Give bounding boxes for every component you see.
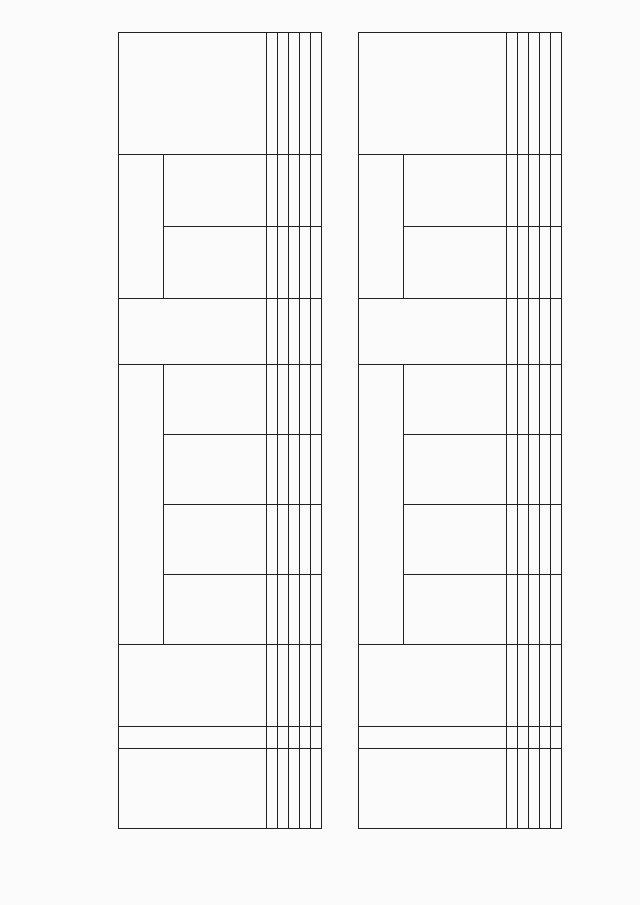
table1-cell[interactable] [289,33,300,155]
table-row [289,33,300,829]
table1-row-3-name[interactable] [300,749,311,829]
table2-cell[interactable] [529,435,540,505]
table1-row-1-code [278,727,289,749]
table2-cell[interactable] [540,299,551,365]
table2-total-cell [551,645,562,727]
table1-col-min-to-max [164,505,267,575]
table2-col-avg-count [359,645,507,727]
table1-header-row-1 [119,33,164,829]
table1-total-cell [311,365,322,435]
table1-col-min [164,575,267,645]
table2-col-region [359,749,507,829]
table2-col-post [404,155,507,227]
table2-row-2-name[interactable] [529,749,540,829]
table1-total-cell [311,33,322,155]
table2-number-row [507,33,518,829]
table2-cell[interactable] [529,365,540,435]
table1-row-2-code [289,727,300,749]
table1-colnum-4 [267,575,278,645]
table1-cell[interactable] [289,227,300,299]
table2-total-cell [551,155,562,227]
table1-colnum-2 [267,727,278,749]
table1-colnum-3 [267,645,278,727]
table1-cell[interactable] [300,645,311,727]
table1-colnum-9 [267,227,278,299]
table2-colnum-2 [507,727,518,749]
table1-cell[interactable] [289,155,300,227]
table1-col-total [119,33,267,155]
table2-colnum-4 [507,575,518,645]
table2-cell[interactable] [540,645,551,727]
table1-cell[interactable] [278,155,289,227]
table1-cell[interactable] [300,227,311,299]
table2-total-cell [551,227,562,299]
table1-cell[interactable] [300,435,311,505]
table1-col-share-group [119,365,164,645]
table1-total-code [311,727,322,749]
table1-total-cell [311,299,322,365]
table1-cell[interactable] [278,435,289,505]
table1-cell[interactable] [289,645,300,727]
table2-total-cell [551,575,562,645]
table2-row-1-name[interactable] [518,749,529,829]
table-row [300,33,311,829]
table1-cell[interactable] [289,435,300,505]
table2-total-code [551,727,562,749]
table1-col-volume-group [119,155,164,299]
table2-cell[interactable] [518,227,529,299]
table1-cell[interactable] [300,33,311,155]
table2-cell[interactable] [540,505,551,575]
table1-cell[interactable] [278,575,289,645]
table2-total-row [551,33,562,829]
table1-cell[interactable] [278,33,289,155]
table2-row-3-code [540,727,551,749]
table1-total-cell [311,155,322,227]
table1-colnum-10 [267,155,278,227]
table1-total-cell [311,575,322,645]
table2-cell[interactable] [518,645,529,727]
table2-total-cell [551,33,562,155]
table2-cell[interactable] [529,299,540,365]
table2 [358,32,562,829]
table1-colnum-11 [267,33,278,155]
table1-col-avg-count [119,645,267,727]
table1-cell[interactable] [278,505,289,575]
table2-cell[interactable] [540,33,551,155]
table2-col-min [404,575,507,645]
table1-cell[interactable] [300,365,311,435]
table1-row-1-name[interactable] [278,749,289,829]
table2-colnum-8 [507,299,518,365]
table2-cell[interactable] [540,435,551,505]
table1-cell[interactable] [300,505,311,575]
table2-cell[interactable] [529,155,540,227]
table1-cell[interactable] [300,155,311,227]
table1-cell[interactable] [278,365,289,435]
table1-total-cell [311,435,322,505]
table2-col-share-group [359,365,404,645]
table1-total-cell [311,227,322,299]
table2-total-label [551,749,562,829]
table2-col-code [359,727,507,749]
table-row [518,33,529,829]
table2-cell[interactable] [518,155,529,227]
table1-cell[interactable] [278,645,289,727]
table1-total-cell [311,645,322,727]
table1-col-region [119,749,267,829]
table2-cell[interactable] [518,33,529,155]
table2-cell[interactable] [529,227,540,299]
table2-cell[interactable] [518,299,529,365]
table1-col-post [164,155,267,227]
table2-cell[interactable] [540,365,551,435]
table1-cell[interactable] [278,227,289,299]
table1-col-max [164,435,267,505]
table1-colnum-8 [267,299,278,365]
table2-colnum-3 [507,645,518,727]
table1-col-code [119,727,267,749]
table2-cell[interactable] [540,575,551,645]
table2-col-above-max [404,365,507,435]
table2-total-cell [551,299,562,365]
table2-col-bank [404,227,507,299]
table-row [278,33,289,829]
table1-cell[interactable] [289,365,300,435]
table2-cell[interactable] [518,505,529,575]
table2-colnum-10 [507,155,518,227]
table2-col-min-to-max [404,505,507,575]
table1-cell[interactable] [300,299,311,365]
table1-cell[interactable] [289,575,300,645]
table2-total-cell [551,365,562,435]
table1-colnum-6 [267,435,278,505]
table1-total-cell [311,505,322,575]
table1-row-2-name[interactable] [289,749,300,829]
table2-col-period [359,299,507,365]
table2-colnum-9 [507,227,518,299]
table2-colnum-5 [507,505,518,575]
table1-cell[interactable] [289,505,300,575]
table2-row-1-code [518,727,529,749]
table1-cell[interactable] [278,299,289,365]
table1 [118,32,322,829]
table1-total-row [311,33,322,829]
table2-col-volume-group [359,155,404,299]
table2-colnum-1 [507,749,518,829]
table2-cell[interactable] [540,227,551,299]
table2-cell[interactable] [529,575,540,645]
table1-colnum-5 [267,505,278,575]
table2-colnum-11 [507,33,518,155]
table2-col-total [359,33,507,155]
table1-number-row [267,33,278,829]
table1-cell[interactable] [300,575,311,645]
table2-row-3-name[interactable] [540,749,551,829]
table-row [540,33,551,829]
table1-col-above-max [164,365,267,435]
table2-colnum-7 [507,365,518,435]
table2-cell[interactable] [529,505,540,575]
table2-cell[interactable] [518,435,529,505]
table1-total-label [311,749,322,829]
table2-colnum-6 [507,435,518,505]
table1-colnum-1 [267,749,278,829]
table2-header-row-1 [359,33,404,829]
table1-colnum-7 [267,365,278,435]
table2-cell[interactable] [518,575,529,645]
table2-total-cell [551,505,562,575]
table2-cell[interactable] [518,365,529,435]
table1-col-bank [164,227,267,299]
table1-row-3-code [300,727,311,749]
table2-row-2-code [529,727,540,749]
table2-cell[interactable] [529,645,540,727]
table2-total-cell [551,435,562,505]
table1-cell[interactable] [289,299,300,365]
table1-col-period [119,299,267,365]
table-row [529,33,540,829]
table2-cell[interactable] [540,155,551,227]
table2-cell[interactable] [529,33,540,155]
table2-col-max [404,435,507,505]
